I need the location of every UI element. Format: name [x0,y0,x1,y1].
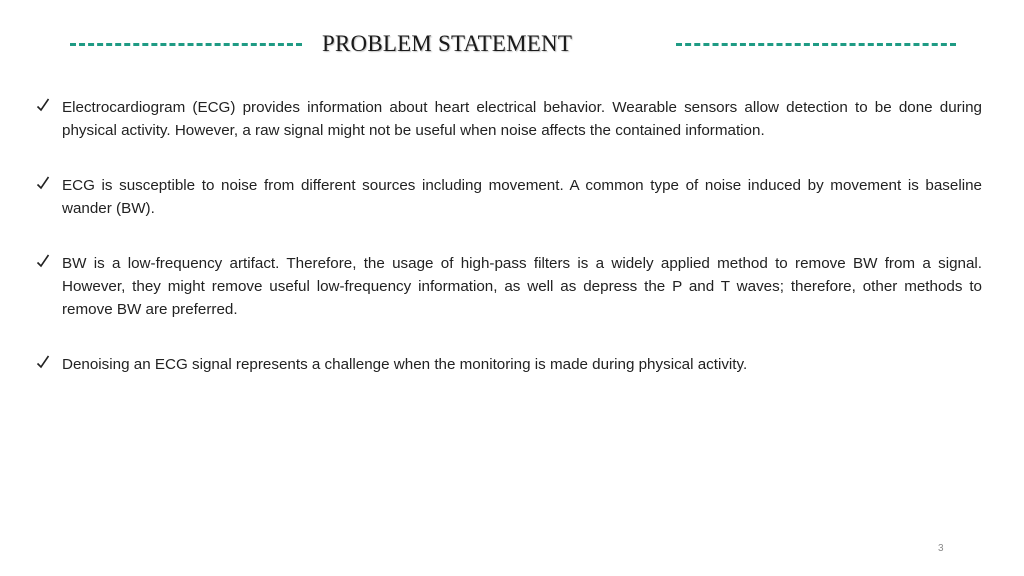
bullet-item [36,353,982,376]
bullet-text: ECG is susceptible to noise from different sources including movement. A common type of noise induced by movement is baseline wander (BW). [62,177,982,217]
slide-title: PROBLEM STATEMENT [322,31,573,56]
bullet-list [36,96,982,408]
title-dashed-divider-right [676,43,956,46]
bullet-text: Denoising an ECG signal represents a challenge when the monitoring is made during physical activity. [62,356,748,373]
title-row [70,30,956,58]
bullet-text: BW is a low-frequency artifact. Therefore, the usage of high-pass filters is a widely applied method to remove BW from a signal. However, they might remove useful low-frequency information, as well as depress the P and T waves; therefore, other methods to remove BW are preferred. [62,255,982,318]
bullet-text: Electrocardiogram (ECG) provides information about heart electrical behavior. Wearable sensors allow detection to be done during physical activity. However, a raw signal might not be useful when noise affects the contained information. [62,99,982,139]
checkmark-icon [36,353,50,371]
bullet-item [36,96,982,142]
checkmark-icon [36,174,50,192]
bullet-item [36,252,982,321]
bullet-item [36,174,982,220]
page-number: 3 [938,543,944,554]
title-dashed-divider-left [70,43,302,46]
checkmark-icon [36,252,50,270]
checkmark-icon [36,96,50,114]
